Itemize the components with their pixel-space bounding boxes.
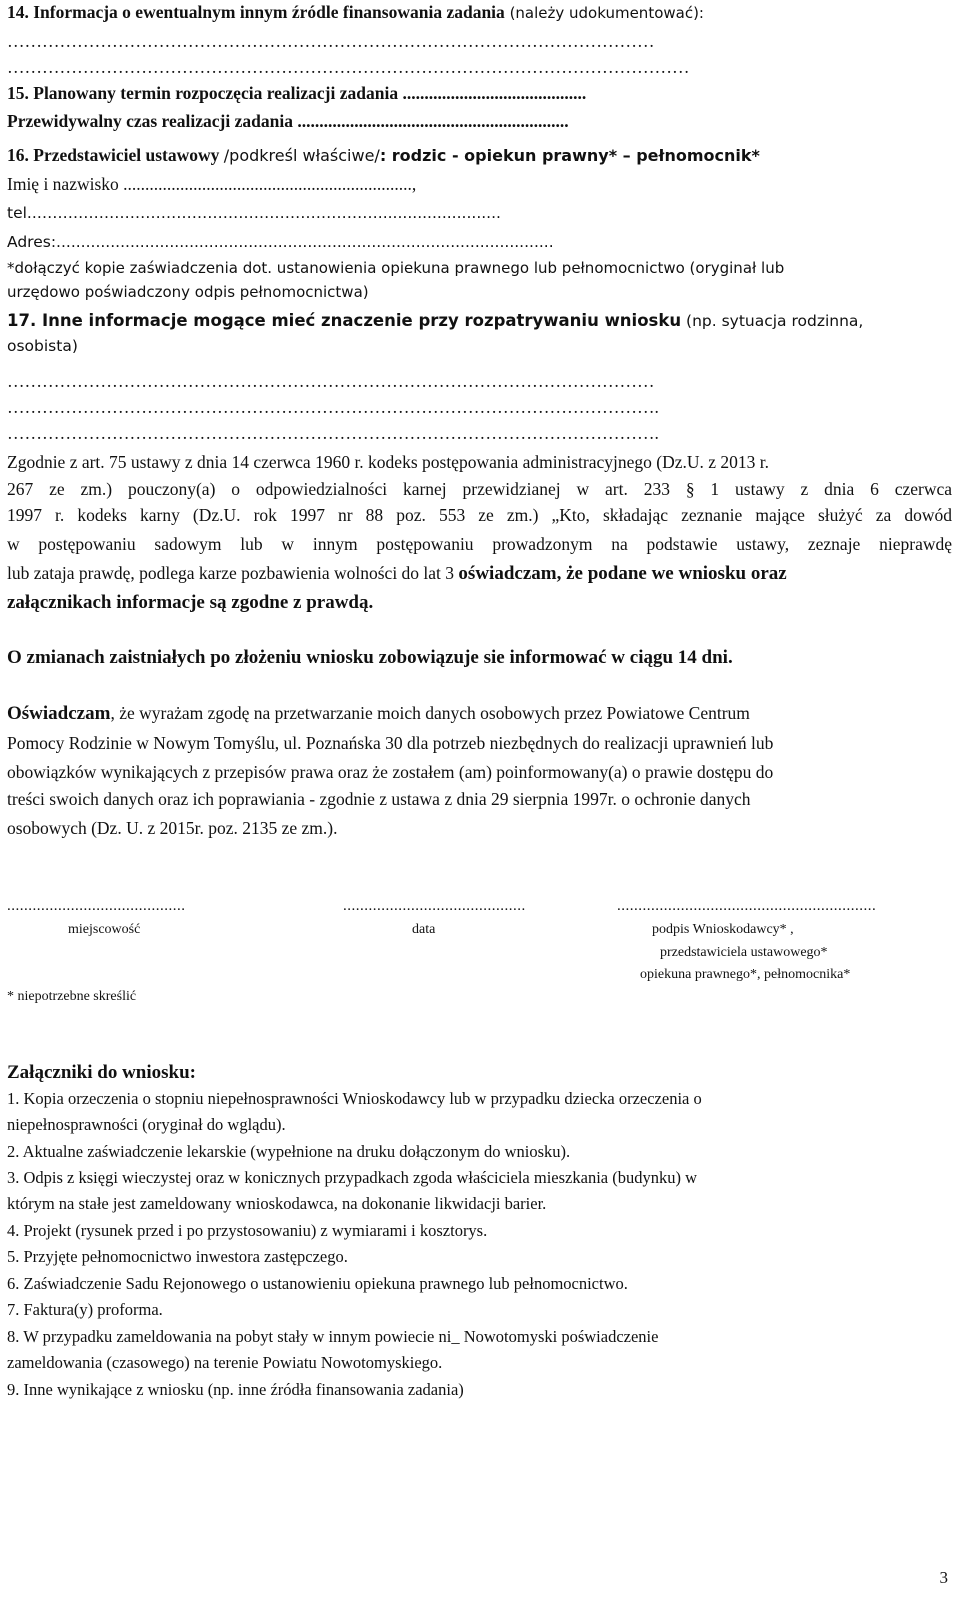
attachment-item: 3. Odpis z księgi wieczystej oraz w konicznych przypadkach zgoda właściciela mieszkania (budynku) w [7,1168,698,1187]
consent-line-3: obowiązków wynikających z przepisów prawa oraz że zostałem (am) poinformowany(a) o prawie dostępu do [7,762,774,782]
section-14-dotted-line-2: ……………………………………………………………………………………………………… [7,57,690,77]
section-16-title: 16. Przedstawiciel ustawowy [7,145,224,165]
consent-line-5: osobowych (Dz. U. z 2015r. poz. 2135 ze zm.). [7,818,338,838]
section-17-title: 17. Inne informacje mogące mieć znaczenie przy rozpatrywaniu wniosku [7,311,682,330]
attachment-item: 7. Faktura(y) proforma. [7,1300,163,1319]
attachment-item: niepełnosprawności (oryginał do wglądu). [7,1115,286,1134]
section-14-note: (należy udokumentować): [504,4,704,22]
signature-label-3: opiekuna prawnego*, pełnomocnika* [640,967,851,982]
section-17-example: (np. sytuacja rodzinna, [681,312,864,330]
page-number: 3 [939,1568,948,1587]
consent-line-4: treści swoich danych oraz ich poprawiania - zgodnie z ustawa z dnia 29 sierpnia 1997r. o ochronie danych [7,789,751,809]
section-17-dotted-line-1: ………………………………………………………………………………………………… [7,371,655,391]
signature-label-1: podpis Wnioskodawcy* , [652,922,794,937]
attachment-item: 6. Zaświadczenie Sadu Rejonowego o ustanowieniu opiekuna prawnego lub pełnomocnictwo. [7,1274,628,1293]
declaration-line-5-text: lub zataja prawdę, podlega karze pozbawienia wolności do lat 3 [7,563,459,583]
attachment-item: 8. W przypadku zameldowania na pobyt stały w innym powiecie ni_ Nowotomyski poświadczenie [7,1327,659,1346]
section-15-start-date: 15. Planowany termin rozpoczęcia realizacji zadania .......................................... [7,83,587,103]
section-16-heading [7,145,952,166]
declaration-line-6: załącznikach informacje są zgodne z prawdą. [7,592,374,613]
consent-line-1-text: , że wyrażam zgodę na przetwarzanie moich danych osobowych przez Powiatowe Centrum [110,703,750,723]
representative-name-field: Imię i nazwisko .................................................................., [7,174,417,194]
footnote: * niepotrzebne skreślić [7,989,137,1004]
section-17-dotted-line-3: …………………………………………………………………………………………………. [7,423,659,443]
attachment-item: 4. Projekt (rysunek przed i po przystosowaniu) z wymiarami i kosztorys. [7,1221,488,1240]
signature-dotted-line: ............................................................. [617,898,877,914]
signature-label-2: przedstawiciela ustawowego* [660,945,828,960]
section-16-options: : rodzic - opiekun prawny* – pełnomocnik* [379,146,760,165]
consent-declare-word: Oświadczam [7,703,111,724]
section-16-underline-note: /podkreśl właściwe/ [223,146,380,165]
representative-phone-field: tel..…………………………………………………………......................... [7,204,501,222]
attachment-item: 5. Przyjęte pełnomocnictwo inwestora zastępczego. [7,1247,348,1266]
attachment-item: 9. Inne wynikające z wniosku (np. inne źródła finansowania zadania) [7,1380,464,1399]
declaration-statement: oświadczam, że podane we wniosku oraz [458,563,787,584]
declaration-line-4: w postępowaniu sadowym lub w innym postępowaniu prowadzonym na podstawie ustawy, zeznaje nieprawdę [7,534,952,554]
place-label: miejscowość [68,922,141,937]
consent-line-2: Pomocy Rodzinie w Nowym Tomyślu, ul. Poznańska 30 dla potrzeb niezbędnych do realizacji uprawnień lub [7,733,774,753]
declaration-line-1: Zgodnie z art. 75 ustawy z dnia 14 czerwca 1960 r. kodeks postępowania administracyjnego (Dz.U. z 2013 r. [7,452,770,472]
attach-note-line-2: urzędowo poświadczony odpis pełnomocnictwa) [7,283,369,301]
section-15-duration: Przewidywalny czas realizacji zadania .............................................................. [7,111,569,131]
date-label: data [412,922,436,937]
declaration-line-3: 1997 r. kodeks karny (Dz.U. rok 1997 nr 88 poz. 553 ze zm.) „Kto, składając zeznanie mające służyć za dowód [7,505,952,525]
consent-line-1 [7,703,952,724]
attachment-item: 1. Kopia orzeczenia o stopniu niepełnosprawności Wnioskodawcy lub w przypadku dziecka orzeczenia o [7,1089,702,1108]
changes-obligation: O zmianach zaistniałych po złożeniu wniosku zobowiązuje sie informować w ciągu 14 dni. [7,647,733,668]
attachment-item: 2. Aktualne zaświadczenie lekarskie (wypełnione na druku dołączonym do wniosku). [7,1142,571,1161]
place-dotted-line: .......................................... [7,898,186,914]
section-17-dotted-line-2: …………………………………………………………………………………………………. [7,397,659,417]
date-dotted-line: ........................................... [343,898,526,914]
attachments-title: Załączniki do wniosku: [7,1062,196,1083]
attachment-item: którym na stałe jest zameldowany wnioskodawca, na dokonanie likwidacji barier. [7,1194,547,1213]
section-17-line-2: osobista) [7,337,78,355]
representative-address-field: Adres:..................................................................................................... [7,233,554,251]
declaration-line-5 [7,563,952,584]
attach-note-line-1: *dołączyć kopie zaświadczenia dot. ustanowienia opiekuna prawnego lub pełnomocnictwo (oryginał lub [7,259,785,277]
section-14-title: 14. Informacja o ewentualnym innym źródle finansowania zadania [7,2,505,22]
declaration-line-2: 267 ze zm.) pouczony(a) o odpowiedzialności karnej przewidzianej w art. 233 § 1 ustawy z dnia 6 czerwca [7,479,952,499]
section-14-heading [7,2,952,23]
attachment-item: zameldowania (czasowego) na terenie Powiatu Nowotomyskiego. [7,1353,443,1372]
section-14-dotted-line-1: ………………………………………………………………………………………………… [7,31,655,51]
section-17-heading [7,310,952,331]
